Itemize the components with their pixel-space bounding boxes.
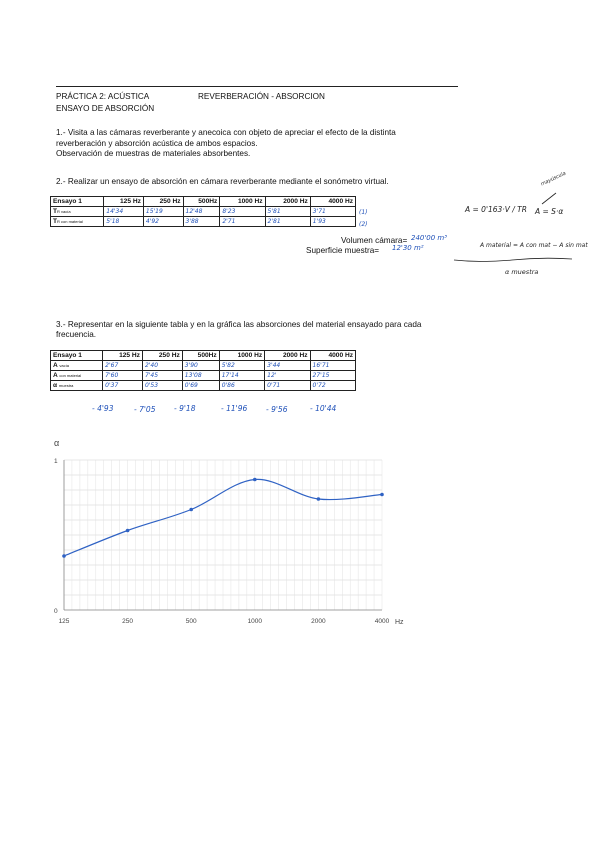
table-cell: 3'44 bbox=[265, 361, 310, 371]
table-cell: 13'08 bbox=[182, 371, 219, 381]
table-cell: 3'71 bbox=[310, 207, 355, 217]
document-subtitle: ENSAYO DE ABSORCIÓN bbox=[56, 104, 155, 113]
x-tick-label: 4000 bbox=[374, 618, 390, 625]
table-header-cell: Ensayo 1 bbox=[51, 197, 104, 207]
table-cell: 2'81 bbox=[265, 217, 310, 227]
table-row bbox=[51, 207, 356, 217]
table-cell: 0'86 bbox=[219, 381, 264, 391]
table-header-cell: 1000 Hz bbox=[219, 351, 264, 361]
table-header-cell: 2000 Hz bbox=[265, 351, 310, 361]
fraction-line bbox=[452, 254, 576, 266]
table-header-cell: 4000 Hz bbox=[310, 197, 355, 207]
row-label: TR con material bbox=[51, 217, 104, 227]
table-cell: 0'53 bbox=[142, 381, 182, 391]
data-point bbox=[126, 529, 130, 533]
table-cell: 5'82 bbox=[219, 361, 264, 371]
section1-line3: Observación de muestras de materiales absorbentes. bbox=[56, 149, 251, 158]
x-tick-label: 250 bbox=[122, 618, 134, 625]
volume-value: 240'00 m³ bbox=[411, 234, 448, 242]
topic-title: REVERBERACIÓN - ABSORCION bbox=[198, 92, 325, 101]
calc-note: - 9'18 bbox=[174, 404, 196, 413]
table-cell: 2'40 bbox=[142, 361, 182, 371]
section2-text: 2.- Realizar un ensayo de absorción en cámara reverberante mediante el sonómetro virtual. bbox=[56, 177, 389, 186]
x-tick-label: 2000 bbox=[311, 618, 326, 625]
table-header-cell: 125 Hz bbox=[103, 351, 143, 361]
table-cell: 1'93 bbox=[310, 217, 355, 227]
table-header-cell: 500Hz bbox=[183, 197, 220, 207]
data-point bbox=[253, 478, 257, 482]
table-cell: 12'48 bbox=[183, 207, 220, 217]
table-cell: 12' bbox=[265, 371, 310, 381]
header-rule bbox=[56, 86, 458, 87]
row-label: A vacía bbox=[51, 361, 103, 371]
arrow-note: mayúscula bbox=[539, 170, 568, 188]
table-cell: 4'92 bbox=[143, 217, 183, 227]
table-row bbox=[51, 361, 356, 371]
x-tick-label: 125 bbox=[58, 618, 70, 625]
section3-line2: frecuencia. bbox=[56, 330, 97, 339]
calc-note: - 11'96 bbox=[221, 404, 248, 413]
formula-denominator: α muestra bbox=[505, 268, 539, 276]
data-point bbox=[380, 493, 384, 497]
calc-note: - 7'05 bbox=[134, 405, 156, 414]
table-header-cell: 250 Hz bbox=[142, 351, 182, 361]
reverberation-table bbox=[50, 196, 356, 227]
table-cell: 8'23 bbox=[220, 207, 265, 217]
table-header-row bbox=[51, 351, 356, 361]
table-cell: 0'69 bbox=[182, 381, 219, 391]
table-header-cell: 1000 Hz bbox=[220, 197, 265, 207]
data-point bbox=[62, 554, 66, 558]
table-cell: 0'37 bbox=[103, 381, 143, 391]
table-cell: 5'18 bbox=[104, 217, 144, 227]
x-tick-label: 500 bbox=[185, 618, 197, 625]
y-tick-label: 1 bbox=[54, 458, 58, 465]
row-label: α muestra bbox=[51, 381, 103, 391]
table-cell: 17'14 bbox=[219, 371, 264, 381]
row-note: (1) bbox=[359, 209, 368, 216]
row-note: (2) bbox=[359, 221, 368, 228]
chart-title: α bbox=[54, 438, 60, 448]
calc-note: - 9'56 bbox=[266, 405, 288, 414]
section1-line2: reverberación y absorción acústica de ambos espacios. bbox=[56, 139, 258, 148]
table-cell: 16'71 bbox=[310, 361, 355, 371]
table-cell: 3'88 bbox=[183, 217, 220, 227]
row-label: A con material bbox=[51, 371, 103, 381]
table-header-row bbox=[51, 197, 356, 207]
surface-value: 12'30 m² bbox=[392, 244, 424, 252]
absorption-chart bbox=[40, 432, 420, 632]
table-header-cell: 4000 Hz bbox=[310, 351, 355, 361]
table-cell: 15'19 bbox=[143, 207, 183, 217]
surface-label: Superficie muestra= bbox=[306, 246, 380, 255]
table-cell: 0'72 bbox=[310, 381, 355, 391]
table-cell: 7'60 bbox=[103, 371, 143, 381]
arrow-icon bbox=[540, 190, 560, 206]
table-row bbox=[51, 371, 356, 381]
table-header-cell: 250 Hz bbox=[143, 197, 183, 207]
section3-line1: 3.- Representar en la siguiente tabla y en la gráfica las absorciones del material ensayado para cada bbox=[56, 320, 422, 329]
data-point bbox=[317, 497, 321, 501]
x-axis-label: Hz bbox=[395, 619, 404, 626]
formula-absorption: A = 0'163·V / TR bbox=[465, 205, 527, 214]
table-cell: 0'71 bbox=[265, 381, 310, 391]
row-label: TR vacía bbox=[51, 207, 104, 217]
practice-title: PRÁCTICA 2: ACÚSTICA bbox=[56, 92, 150, 101]
formula-alpha: A = S·α bbox=[535, 207, 564, 216]
data-point bbox=[189, 508, 193, 512]
table-cell: 3'90 bbox=[182, 361, 219, 371]
table-row bbox=[51, 217, 356, 227]
calc-note: - 10'44 bbox=[310, 404, 337, 413]
y-tick-label: 0 bbox=[54, 608, 58, 615]
calc-note: - 4'93 bbox=[92, 404, 114, 413]
table-header-cell: 500Hz bbox=[182, 351, 219, 361]
table-cell: 2'67 bbox=[103, 361, 143, 371]
absorption-table bbox=[50, 350, 356, 391]
table-cell: 27'15 bbox=[310, 371, 355, 381]
table-cell: 7'45 bbox=[142, 371, 182, 381]
formula-material: A material = A con mat − A sin mat bbox=[480, 242, 588, 249]
x-tick-label: 1000 bbox=[247, 618, 263, 625]
table-header-cell: Ensayo 1 bbox=[51, 351, 103, 361]
table-row bbox=[51, 381, 356, 391]
table-cell: 5'81 bbox=[265, 207, 310, 217]
section1-line1: 1.- Visita a las cámaras reverberante y anecoica con objeto de apreciar el efecto de la distinta bbox=[56, 128, 396, 137]
table-cell: 14'34 bbox=[104, 207, 144, 217]
table-cell: 2'71 bbox=[220, 217, 265, 227]
volume-label: Volumen cámara= bbox=[341, 236, 408, 245]
table-header-cell: 125 Hz bbox=[104, 197, 144, 207]
table-header-cell: 2000 Hz bbox=[265, 197, 310, 207]
